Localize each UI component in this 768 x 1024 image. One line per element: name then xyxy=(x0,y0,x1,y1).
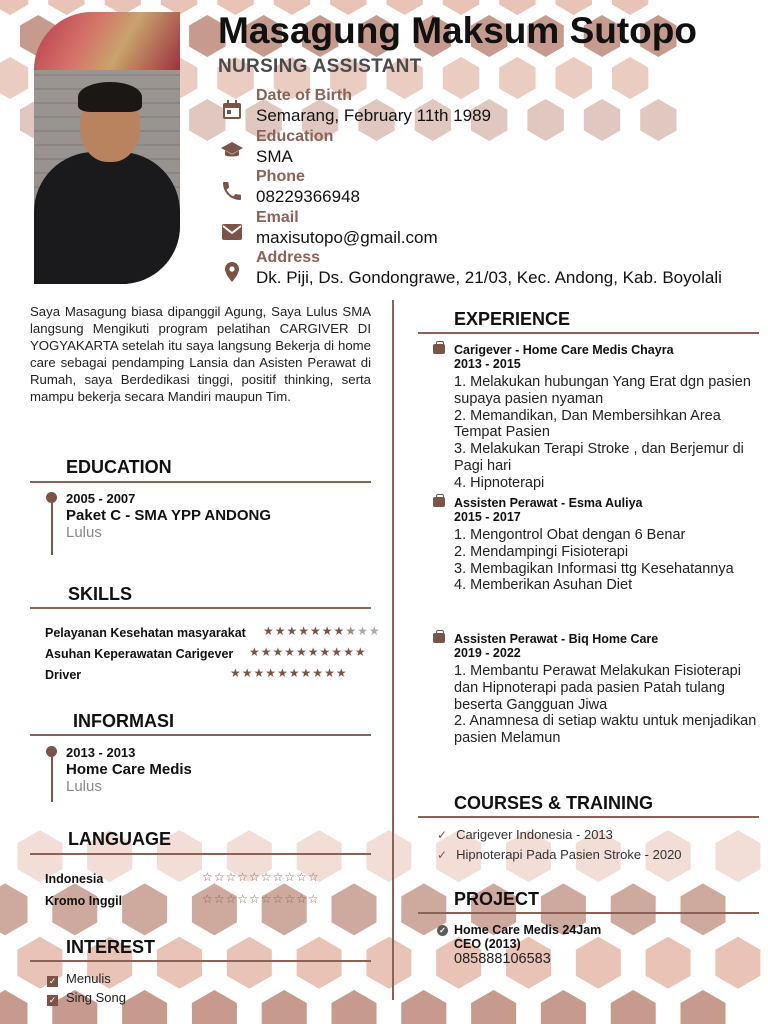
photo-poster xyxy=(34,12,180,70)
experience-task: 2. Mendampingi Fisioterapi xyxy=(454,543,629,560)
language-row xyxy=(45,892,405,912)
timeline-bar xyxy=(51,500,53,555)
check-icon: ✓ xyxy=(437,848,448,862)
hexagon-shape xyxy=(681,883,726,935)
experience-item xyxy=(433,343,753,371)
language-row xyxy=(45,870,405,890)
informasi-status: Lulus xyxy=(66,778,102,795)
hexagon-shape xyxy=(681,990,726,1024)
hexagon-shape xyxy=(0,883,28,935)
graduation-cap-icon xyxy=(220,139,244,163)
project-title: PROJECT xyxy=(454,889,540,909)
experience-role: Assisten Perawat - Esma Auliya xyxy=(454,496,643,510)
project-underline xyxy=(418,912,759,914)
check-icon: ✓ xyxy=(437,828,448,842)
experience-task: 3. Melakukan Terapi Stroke , dan Berjemur di Pagi hari xyxy=(454,441,744,474)
education-status: Lulus xyxy=(66,524,102,541)
checkbox-checked-icon: ✓ xyxy=(48,976,57,986)
project-item xyxy=(437,923,601,967)
skill-stars xyxy=(263,624,381,638)
language-name: Kromo Inggil xyxy=(45,894,123,908)
hexagon-shape xyxy=(0,0,28,15)
experience-years: 2019 - 2022 xyxy=(454,646,521,660)
course-item xyxy=(437,847,682,862)
skill-row xyxy=(45,666,405,686)
contact-value: SMA xyxy=(256,146,293,166)
contact-education xyxy=(218,127,763,168)
briefcase-icon xyxy=(433,497,445,507)
hexagon-shape xyxy=(471,990,516,1024)
map-pin-icon xyxy=(220,260,244,284)
experience-tasks xyxy=(454,663,759,747)
courses-title: COURSES & TRAINING xyxy=(454,793,654,813)
education-school: Paket C - SMA YPP ANDONG xyxy=(66,507,272,524)
skill-name: Asuhan Keperawatan Carigever xyxy=(45,647,234,661)
experience-task: 2. Anamnesa di setiap waktu untuk menjadikan pasien Melamun xyxy=(454,713,757,747)
informasi-title: INFORMASI xyxy=(73,711,174,731)
interest-item xyxy=(47,971,111,989)
hexagon-shape xyxy=(122,990,167,1024)
experience-role: Assisten Perawat - Biq Home Care xyxy=(454,632,659,646)
skills-title: SKILLS xyxy=(68,584,133,604)
contact-value: 08229366948 xyxy=(256,187,361,206)
interest-underline xyxy=(30,960,371,962)
contact-label: Phone xyxy=(256,168,305,185)
education-title: EDUCATION xyxy=(66,457,172,477)
calendar-icon xyxy=(220,98,244,122)
contact-label: Address xyxy=(256,249,321,266)
experience-task: 1. Melakukan hubungan Yang Erat dgn pasien supaya pasien nyaman xyxy=(454,374,751,407)
about-text: Saya Masagung biasa dipanggil Agung, Saya Lulus SMA langsung Mengikuti program pelatihan CARGIVER DI YOGYAKARTA setelah itu saya langsung Bekerja di home care sebagai pendamping Lansia dan Asisten Perawat di Rumah, saya Berdedikasi tinggi, positif thinking, serta mampu bekerja secara Mandiri maupun Tim. xyxy=(30,304,371,404)
star-rating-filled: ★★★★★★★★★★ xyxy=(249,645,367,659)
experience-task: 1. Membantu Perawat Melakukan Fisioterapi dan Hipnoterapi pada pasien Patah tulang beserta Gangguan Jiwa xyxy=(454,663,741,713)
skill-name: Driver xyxy=(45,668,82,682)
contact-email xyxy=(218,208,763,249)
course-item xyxy=(437,827,613,842)
star-rating-filled: ★★★★★★★ xyxy=(263,624,346,638)
project-role: CEO (2013) xyxy=(454,937,521,951)
contact-value: Dk. Piji, Ds. Gondongrawe, 21/03, Kec. Andong, Kab. Boyolali xyxy=(256,268,722,287)
courses-underline xyxy=(418,816,759,818)
hexagon-shape xyxy=(401,990,446,1024)
hexagon-shape xyxy=(0,990,28,1024)
course-label: Carigever Indonesia - 2013 xyxy=(456,827,613,842)
skills-underline xyxy=(30,607,371,609)
informasi-underline xyxy=(30,734,371,736)
photo-person-body xyxy=(34,152,180,284)
hexagon-shape xyxy=(332,990,377,1024)
skill-row xyxy=(45,624,405,644)
hexagon-shape xyxy=(611,990,656,1024)
job-role: NURSING ASSISTANT xyxy=(218,56,422,77)
language-title: LANGUAGE xyxy=(68,829,171,849)
education-date: 2005 - 2007 xyxy=(66,491,136,506)
experience-item xyxy=(433,496,753,524)
experience-task: 1. Mengontrol Obat dengan 6 Benar xyxy=(454,527,686,543)
experience-task: 3. Membagikan Informasi ttg Kesehatannya xyxy=(454,560,734,577)
interest-item xyxy=(47,990,126,1008)
contact-label: Date of Birth xyxy=(256,87,352,104)
course-label: Hipnoterapi Pada Pasien Stroke - 2020 xyxy=(456,847,682,862)
experience-years: 2015 - 2017 xyxy=(454,510,521,524)
check-circle-icon: ✓ xyxy=(437,925,448,936)
hexagon-shape xyxy=(366,937,411,989)
education-underline xyxy=(30,481,371,483)
contact-value: maxisutopo@gmail.com xyxy=(256,227,438,247)
hexagon-shape xyxy=(715,830,760,882)
hexagon-shape xyxy=(541,990,586,1024)
project-name: Home Care Medis 24Jam xyxy=(454,923,602,937)
profile-photo xyxy=(34,12,180,284)
language-underline xyxy=(30,853,371,855)
hexagon-shape xyxy=(611,883,656,935)
contact-phone xyxy=(218,167,763,208)
photo-person-hair xyxy=(78,82,142,112)
hexagon-shape xyxy=(715,937,760,989)
informasi-date: 2013 - 2013 xyxy=(66,745,136,760)
hexagon-shape xyxy=(0,57,28,99)
contact-label: Email xyxy=(256,208,299,226)
interest-label: Menulis xyxy=(66,971,111,986)
contact-birth xyxy=(218,86,763,127)
timeline-bar xyxy=(51,754,53,802)
hexagon-shape xyxy=(192,990,237,1024)
checkbox-checked-icon: ✓ xyxy=(48,995,57,1005)
project-phone: 085888106583 xyxy=(454,951,551,967)
hexagon-shape xyxy=(262,990,307,1024)
star-rating-filled: ★★★★★★★★★★ xyxy=(230,666,348,680)
experience-task: 4. Memberikan Asuhan Diet xyxy=(454,577,633,594)
hexagon-shape xyxy=(227,937,272,989)
interest-title: INTEREST xyxy=(66,937,156,957)
experience-years: 2013 - 2015 xyxy=(454,357,521,371)
hexagon-shape xyxy=(157,937,202,989)
experience-title: EXPERIENCE xyxy=(454,309,571,329)
envelope-icon xyxy=(220,220,244,244)
interest-label: Sing Song xyxy=(66,990,126,1005)
briefcase-icon xyxy=(433,633,445,643)
skill-stars xyxy=(249,645,367,659)
experience-role: Carigever - Home Care Medis Chayra xyxy=(454,343,674,357)
experience-item xyxy=(433,632,753,660)
contact-address xyxy=(218,248,763,289)
contact-value: Semarang, February 11th 1989 xyxy=(256,106,491,125)
experience-task: 4. Hipnoterapi xyxy=(454,474,545,491)
contact-list xyxy=(218,86,763,289)
language-stars xyxy=(202,892,320,906)
experience-task: 2. Memandikan, Dan Membersihkan Area Tempat Pasien xyxy=(454,407,721,441)
star-rating-empty: ☆☆☆☆☆☆☆☆☆☆ xyxy=(202,870,320,884)
phone-icon xyxy=(220,179,244,203)
star-rating-half: ★ xyxy=(345,624,358,638)
language-name: Indonesia xyxy=(45,872,104,886)
experience-tasks xyxy=(454,374,759,492)
hexagon-shape xyxy=(646,937,691,989)
language-stars xyxy=(202,870,320,884)
skill-name: Pelayanan Kesehatan masyarakat xyxy=(45,626,246,640)
contact-label: Education xyxy=(256,127,334,145)
full-name: Masagung Maksum Sutopo xyxy=(218,10,697,51)
star-rating-empty: ☆☆☆☆☆☆☆☆☆☆ xyxy=(202,892,320,906)
experience-underline xyxy=(418,332,759,334)
experience-tasks xyxy=(454,527,759,594)
star-rating-empty: ★★ xyxy=(357,624,381,638)
skill-row xyxy=(45,645,405,665)
hexagon-shape xyxy=(297,937,342,989)
skill-stars xyxy=(230,666,348,680)
informasi-place: Home Care Medis xyxy=(66,761,192,778)
briefcase-icon xyxy=(433,344,445,354)
